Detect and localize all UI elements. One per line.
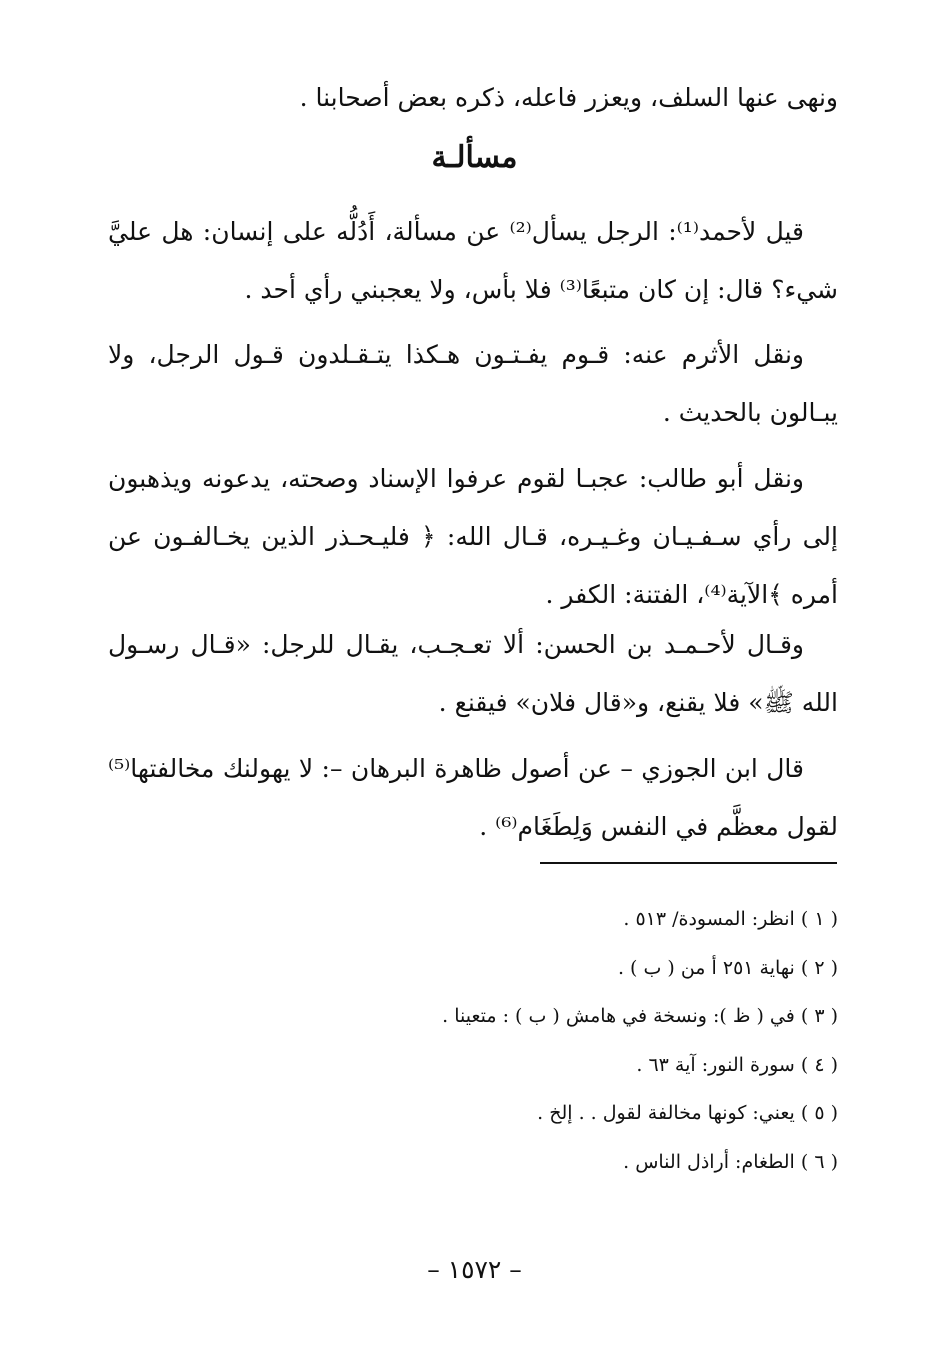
footnote-1: ( ١ ) انظر: المسودة/ ٥١٣ .: [623, 908, 838, 930]
paragraph-3: ونقل أبو طالب: عجبـا لقوم عرفوا الإسناد وصحته، يدعونه ويذهبون إلى رأي سـفـيـان وغـيـره، قـال الله: ﴿ فليـحـذر الذين يخـالفـون عن أمره ﴾الآية⁽⁴⁾، الفتنة: الكفر .: [108, 464, 838, 609]
continuation-line: ونهى عنها السلف، ويعزر فاعله، ذكره بعض أصحابنا .: [299, 83, 838, 112]
section-heading: مسألـة: [431, 140, 518, 175]
footnote-divider: [540, 862, 837, 864]
paragraph-5: قال ابن الجوزي – عن أصول ظاهرة البرهان –: لا يهولنك مخالفتها⁽⁵⁾ لقول معظَّم في النفس وَلِطَغَام⁽⁶⁾ .: [108, 754, 838, 841]
footnote-3: ( ٣ ) في ( ظ ): ونسخة في هامش ( ب ) : متعينا .: [442, 1005, 838, 1027]
footnote-4: ( ٤ ) سورة النور: آية ٦٣ .: [636, 1053, 838, 1076]
footnote-6: ( ٦ ) الطغام: أراذل الناس .: [623, 1150, 838, 1173]
footnote-2: ( ٢ ) نهاية ٢٥١ أ من ( ب ) .: [617, 956, 838, 979]
page-number: – ١٥٧٢ –: [427, 1255, 522, 1284]
paragraph-1: قيل لأحمد⁽¹⁾: الرجل يسأل⁽²⁾ عن مسألة، أَدُلُّه على إنسان: هل عليَّ شيء؟ قال: إن كان متبعًا⁽³⁾ فلا بأس، ولا يعجبني رأي أحد .: [108, 217, 838, 304]
paragraph-2: ونقل الأثرم عنه: قـوم يفـتـون هـكذا يتـقـلدون قـول الرجل، ولا يبـالون بالحديث .: [108, 340, 838, 427]
footnotes-list: [108, 895, 838, 1186]
paragraph-4: وقـال لأحـمـد بن الحسن: ألا تعـجـب، يقـال للرجل: «قـال رسـول الله ﷺ» فلا يقنع، و«قال فلان» فيقنع .: [108, 630, 838, 717]
footnote-5: ( ٥ ) يعني: كونها مخالفة لقول . . إلخ .: [537, 1102, 838, 1124]
